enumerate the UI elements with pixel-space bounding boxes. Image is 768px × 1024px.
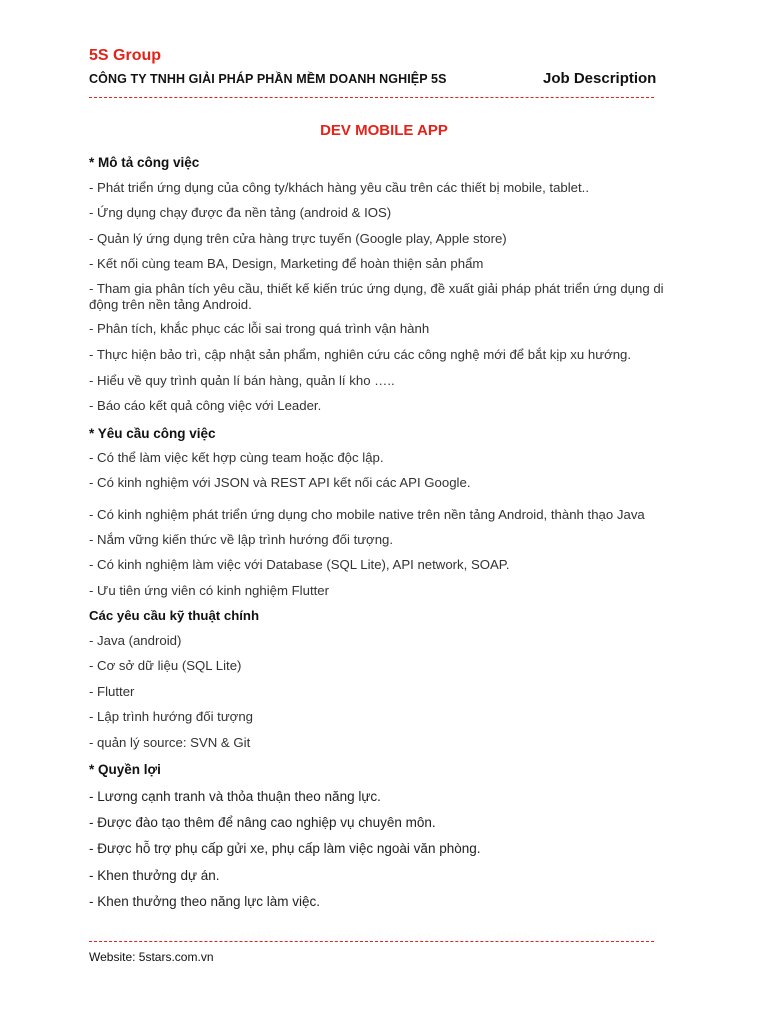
list-item: - Lương cạnh tranh và thỏa thuận theo năng lực. [89,789,381,804]
list-item: - Flutter [89,684,135,699]
technical-heading: Các yêu cầu kỹ thuật chính [89,608,260,623]
job-title: DEV MOBILE APP [320,122,448,139]
list-item: - Khen thưởng theo năng lực làm việc. [89,894,321,909]
footer-divider [89,941,654,942]
brand-name: 5S Group [89,47,162,64]
list-item: - Ưu tiên ứng viên có kinh nghiệm Flutter [89,583,329,598]
list-item: - Báo cáo kết quả công việc với Leader. [89,398,322,413]
list-item: - Kết nối cùng team BA, Design, Marketing để hoàn thiện sản phẩm [89,256,484,271]
list-item: - Hiểu về quy trình quản lí bán hàng, quản lí kho ….. [89,373,395,388]
requirements-heading: * Yêu cầu công việc [89,426,216,441]
list-item: - Cơ sở dữ liệu (SQL Lite) [89,658,242,673]
list-item: - Ứng dụng chạy được đa nền tảng (android & IOS) [89,205,392,220]
list-item: - Phát triển ứng dụng của công ty/khách hàng yêu cầu trên các thiết bị mobile, tablet.. [89,180,589,195]
list-item: - Lập trình hướng đối tượng [89,709,253,724]
list-item: - Có thể làm việc kết hợp cùng team hoặc độc lập. [89,450,384,465]
list-item: - Quản lý ứng dụng trên cửa hàng trực tuyến (Google play, Apple store) [89,231,507,246]
header-divider [89,97,654,98]
description-heading: * Mô tả công việc [89,155,200,170]
list-item: - Được hỗ trợ phụ cấp gửi xe, phụ cấp làm việc ngoài văn phòng. [89,841,481,856]
list-item: - Được đào tạo thêm để nâng cao nghiệp vụ chuyên môn. [89,815,436,830]
list-item: - Nắm vững kiến thức về lập trình hướng đối tượng. [89,532,394,547]
list-item: - Phân tích, khắc phục các lỗi sai trong quá trình vận hành [89,321,430,336]
benefits-heading: * Quyền lợi [89,762,161,777]
list-item: - Có kinh nghiệm với JSON và REST API kết nối các API Google. [89,475,471,490]
footer-website: Website: 5stars.com.vn [89,950,214,964]
list-item: - Java (android) [89,633,182,648]
list-item: - Có kinh nghiệm làm việc với Database (SQL Lite), API network, SOAP. [89,557,510,572]
list-item: - quản lý source: SVN & Git [89,735,251,750]
list-item: - Tham gia phân tích yêu cầu, thiết kế kiến trúc ứng dụng, đề xuất giải pháp phát triển ứng dụng di động trên nền tảng Android. [89,281,664,312]
document-type: Job Description [543,70,657,87]
list-item: - Có kinh nghiệm phát triển ứng dụng cho mobile native trên nền tảng Android, thành thạo Java [89,507,645,522]
list-item: - Khen thưởng dự án. [89,868,220,883]
company-name: CÔNG TY TNHH GIẢI PHÁP PHẦN MỀM DOANH NGHIỆP 5S [89,72,447,86]
list-item: - Thực hiện bảo trì, cập nhật sản phẩm, nghiên cứu các công nghệ mới để bắt kịp xu hướng. [89,347,632,362]
